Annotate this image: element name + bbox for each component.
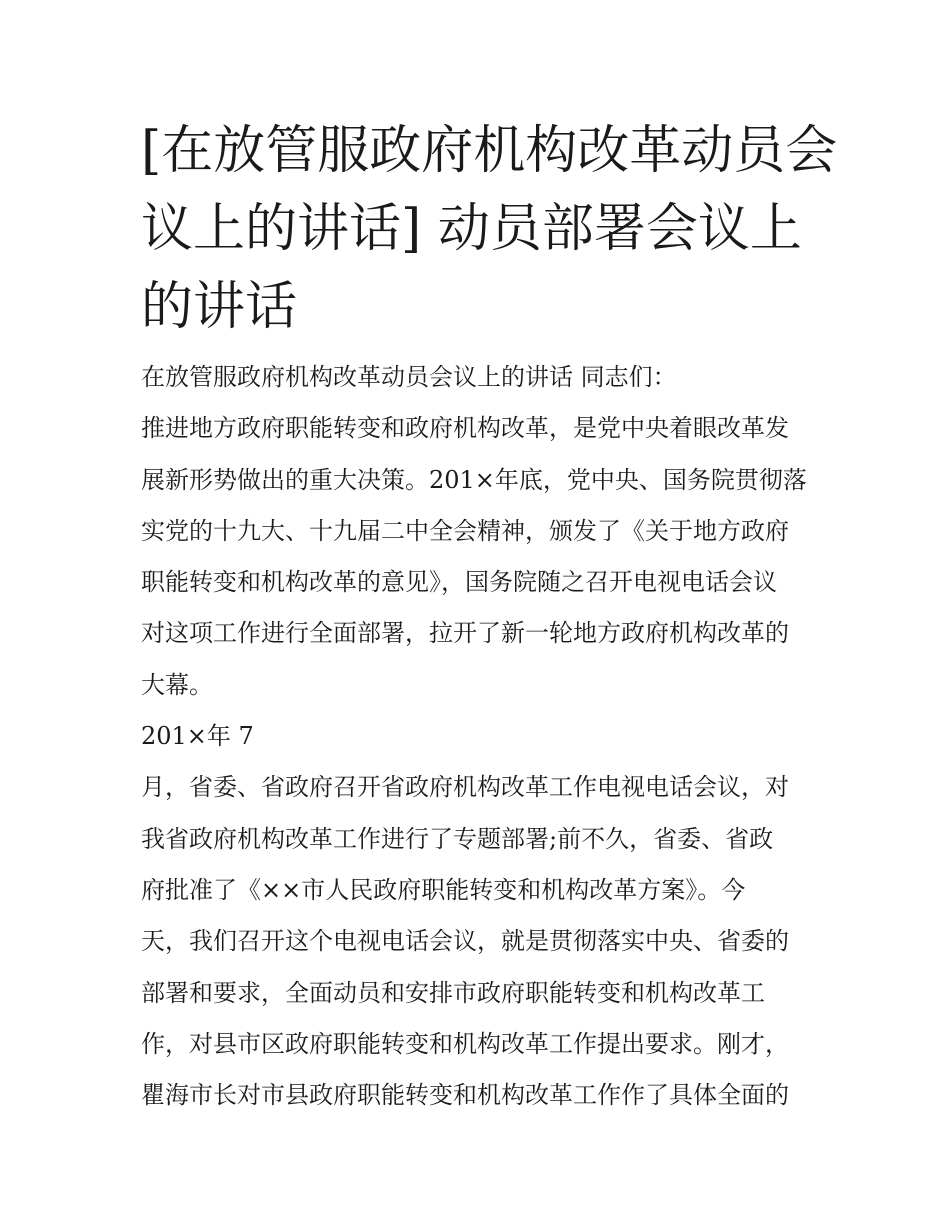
body-line: 天，我们召开这个电视电话会议，就是贯彻落实中央、省委的: [141, 927, 789, 956]
body-line: 大幕。: [141, 670, 213, 699]
body-line: 瞿海市长对市县政府职能转变和机构改革工作作了具体全面的: [141, 1081, 789, 1110]
body-line: 月，省委、省政府召开省政府机构改革工作电视电话会议，对: [141, 773, 789, 802]
title-line: 议上的讲话] 动员部署会议上: [141, 199, 802, 259]
body-line: 部署和要求，全面动员和安排市政府职能转变和机构改革工: [141, 978, 765, 1007]
body-line: 在放管服政府机构改革动员会议上的讲话 同志们：: [141, 363, 677, 391]
body-line: 作，对县市区政府职能转变和机构改革工作提出要求。刚才，: [141, 1029, 789, 1058]
body-line: 职能转变和机构改革的意见》，国务院随之召开电视电话会议: [141, 568, 777, 597]
title-line: 的讲话: [141, 277, 298, 337]
body-line: 实党的十九大、十九届二中全会精神，颁发了《关于地方政府: [141, 516, 789, 545]
body-line: 府批准了《××市人民政府职能转变和机构改革方案》。今: [141, 875, 746, 904]
body-line: 展新形势做出的重大决策。201×年底，党中央、国务院贯彻落: [141, 465, 807, 494]
title-line: [在放管服政府机构改革动员会: [141, 121, 838, 181]
document-body: [141, 352, 821, 1121]
document-title: [141, 112, 838, 346]
body-line: 推进地方政府职能转变和政府机构改革，是党中央着眼改革发: [141, 414, 789, 443]
body-line: 对这项工作进行全面部署，拉开了新一轮地方政府机构改革的: [141, 619, 789, 648]
body-line: 201×年 7: [141, 722, 254, 751]
body-line: 我省政府机构改革工作进行了专题部署;前不久，省委、省政: [141, 824, 774, 853]
